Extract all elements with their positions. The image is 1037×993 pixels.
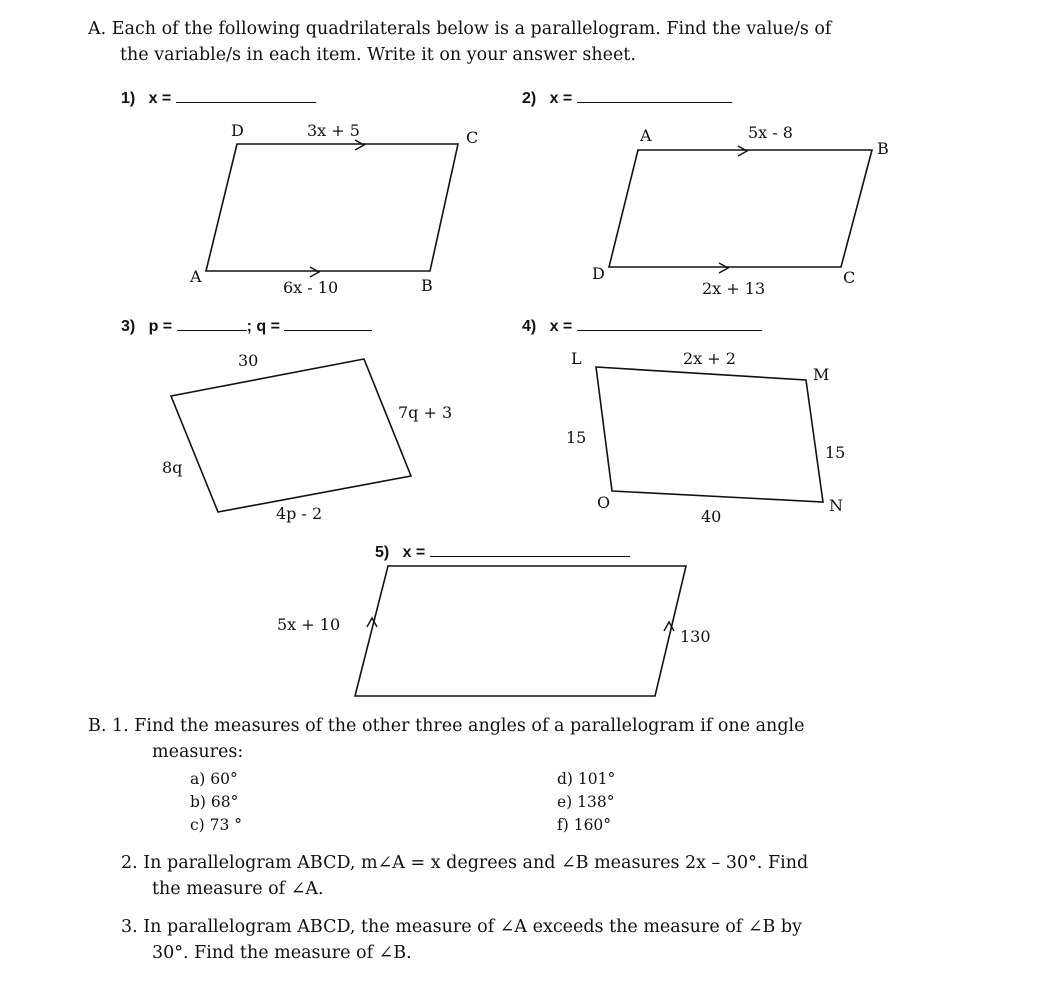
- figure-4-vertex-o: O: [597, 493, 611, 512]
- figure-1-vertex-b: B: [421, 276, 433, 295]
- item-3-number: 3): [121, 318, 136, 335]
- figure-2-bottom-arrow: [719, 263, 728, 273]
- figure-3-right-label: 7q + 3: [398, 403, 453, 422]
- part-b-q3-line2: 30°. Find the measure of ∠B.: [152, 943, 412, 963]
- item-1-variable: x =: [148, 90, 172, 107]
- figure-4-left-label: 15: [566, 428, 587, 447]
- figure-3-top-label: 30: [238, 351, 259, 370]
- figure-1-shape: [206, 144, 458, 271]
- figure-2-shape: [609, 150, 872, 267]
- option-f: f) 160°: [557, 816, 612, 834]
- figure-4-vertex-l: L: [571, 349, 582, 368]
- part-a-instruction-line2: the variable/s in each item. Write it on your answer sheet.: [120, 45, 636, 65]
- figure-2-vertex-b: B: [877, 139, 889, 158]
- item-3-variable-q: ; q =: [246, 318, 280, 335]
- figure-5-left-label: 5x + 10: [277, 615, 341, 634]
- option-a: a) 60°: [190, 770, 238, 788]
- figure-1-parallelogram: [189, 121, 478, 297]
- figure-2-vertex-a: A: [640, 126, 652, 145]
- figure-4-vertex-m: M: [813, 365, 830, 384]
- figure-5-left-arrow: [367, 618, 377, 627]
- figure-4-bottom-label: 40: [701, 507, 722, 526]
- figure-4-right-label: 15: [825, 443, 846, 462]
- figure-4-parallelogram: [566, 349, 845, 526]
- figure-4-top-label: 2x + 2: [683, 349, 736, 368]
- figure-1-vertex-d: D: [231, 121, 244, 140]
- part-b-q2-line2: the measure of ∠A.: [152, 879, 324, 899]
- figure-4-vertex-n: N: [829, 496, 843, 515]
- figure-1-vertex-c: C: [466, 128, 479, 147]
- figure-2-top-label: 5x - 8: [748, 123, 793, 142]
- part-b-q3-line1: 3. In parallelogram ABCD, the measure of ∠A exceeds the measure of ∠B by: [121, 917, 802, 937]
- item-2-number: 2): [522, 90, 537, 107]
- figure-5-right-label: 130: [680, 627, 711, 646]
- option-e: e) 138°: [557, 793, 615, 811]
- part-b-q1-line2: measures:: [152, 742, 244, 762]
- part-b-q2-line1: 2. In parallelogram ABCD, m∠A = x degrees and ∠B measures 2x – 30°. Find: [121, 853, 809, 873]
- figure-2-parallelogram: [592, 123, 889, 298]
- figure-2-bottom-label: 2x + 13: [702, 279, 766, 298]
- figure-2-top-arrow: [738, 146, 747, 156]
- figure-5-parallelogram: [277, 566, 711, 696]
- option-c: c) 73 °: [190, 816, 243, 834]
- figure-2-vertex-c: C: [843, 268, 856, 287]
- part-a-instruction-line1: A. Each of the following quadrilaterals below is a parallelogram. Find the value/s of: [88, 19, 832, 39]
- figure-1-vertex-a: A: [190, 267, 202, 286]
- item-5-variable: x =: [402, 544, 426, 561]
- item-2-variable: x =: [549, 90, 573, 107]
- part-b-q1-line1: B. 1. Find the measures of the other three angles of a parallelogram if one angle: [88, 716, 805, 736]
- figure-1-bottom-arrow: [310, 267, 319, 277]
- option-b: b) 68°: [190, 793, 239, 811]
- figure-1-top-label: 3x + 5: [307, 121, 360, 140]
- option-d: d) 101°: [557, 770, 616, 788]
- figure-3-left-label: 8q: [162, 458, 183, 477]
- figure-1-top-arrow: [355, 140, 364, 150]
- item-4-number: 4): [522, 318, 537, 335]
- figure-3-bottom-label: 4p - 2: [276, 504, 323, 523]
- figure-3-parallelogram: [162, 351, 452, 523]
- figure-1-bottom-label: 6x - 10: [283, 278, 339, 297]
- item-1-number: 1): [121, 90, 136, 107]
- figure-2-vertex-d: D: [592, 264, 605, 283]
- figure-5-shape: [355, 566, 686, 696]
- figure-3-shape: [171, 359, 411, 512]
- item-5-number: 5): [375, 544, 390, 561]
- item-3-variable-p: p =: [148, 318, 173, 335]
- figure-4-shape: [596, 367, 823, 502]
- item-4-variable: x =: [549, 318, 573, 335]
